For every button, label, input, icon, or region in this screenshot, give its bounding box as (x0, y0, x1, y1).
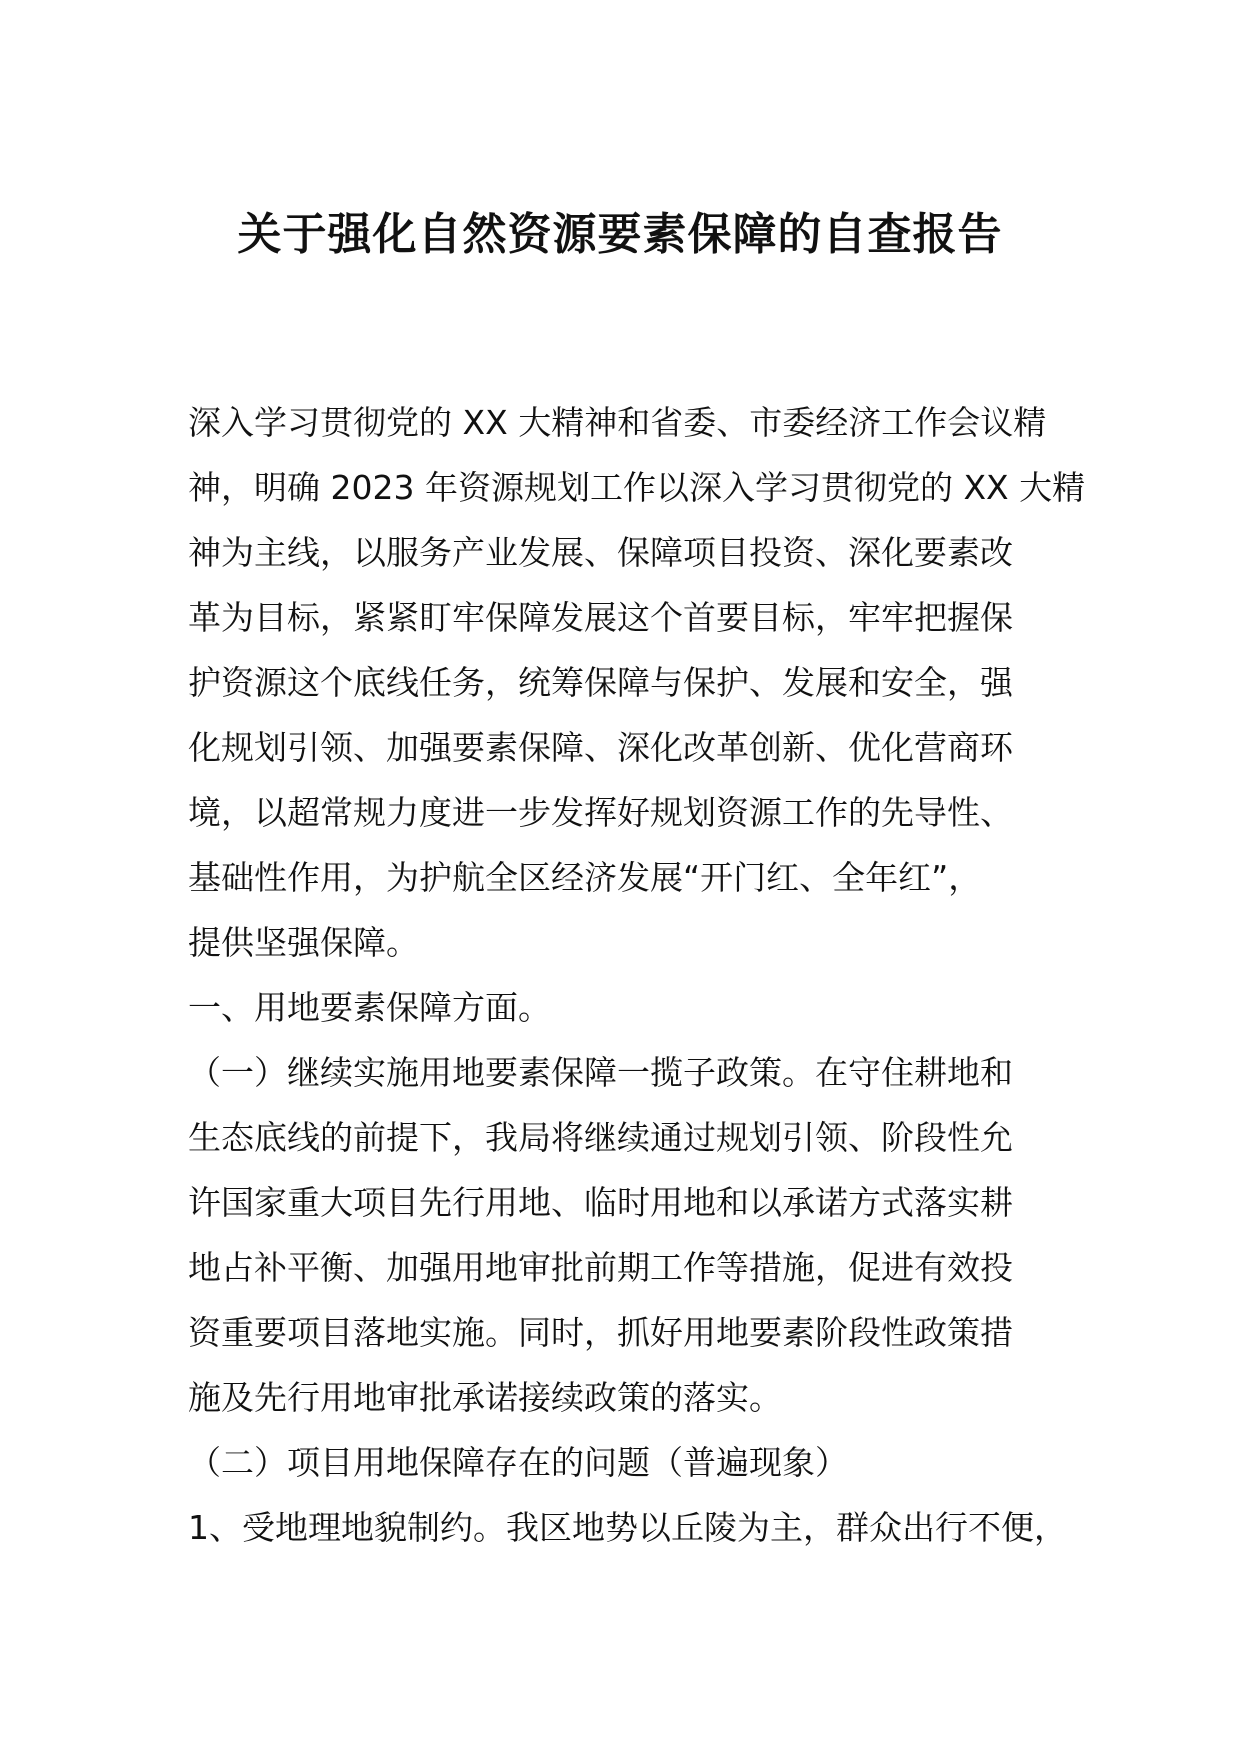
subsection-heading-2: （二）项目用地保障存在的问题（普遍现象） (188, 1443, 848, 1482)
body-line: 资重要项目落地实施。同时，抓好用地要素阶段性政策措 (188, 1313, 1013, 1352)
body-line: 深入学习贯彻党的 XX 大精神和省委、市委经济工作会议精 (188, 403, 1047, 442)
body-line: 许国家重大项目先行用地、临时用地和以承诺方式落实耕 (188, 1183, 1013, 1222)
body-line: 提供坚强保障。 (188, 923, 419, 962)
body-line: 地占补平衡、加强用地审批前期工作等措施，促进有效投 (188, 1248, 1013, 1287)
body-line: 革为目标，紧紧盯牢保障发展这个首要目标，牢牢把握保 (188, 598, 1013, 637)
section-heading-1: 一、用地要素保障方面。 (188, 988, 551, 1027)
body-line: 基础性作用，为护航全区经济发展“开门红、全年红”， (188, 858, 982, 897)
body-line: 化规划引领、加强要素保障、深化改革创新、优化营商环 (188, 728, 1013, 767)
body-line: 护资源这个底线任务，统筹保障与保护、发展和安全，强 (188, 663, 1013, 702)
body-line: 施及先行用地审批承诺接续政策的落实。 (188, 1378, 782, 1417)
body-line: 1、受地理地貌制约。我区地势以丘陵为主，群众出行不便， (188, 1508, 1067, 1547)
document-body (188, 390, 1088, 1560)
body-line: 境，以超常规力度进一步发挥好规划资源工作的先导性、 (188, 793, 1013, 832)
body-line: 神，明确 2023 年资源规划工作以深入学习贯彻党的 XX 大精 (188, 468, 1086, 507)
body-line: 生态底线的前提下，我局将继续通过规划引领、阶段性允 (188, 1118, 1013, 1157)
document-title: 关于强化自然资源要素保障的自查报告 (237, 209, 1003, 260)
subsection-heading-1: （一）继续实施用地要素保障一揽子政策。在守住耕地和 (188, 1053, 1013, 1092)
body-line: 神为主线，以服务产业发展、保障项目投资、深化要素改 (188, 533, 1013, 572)
